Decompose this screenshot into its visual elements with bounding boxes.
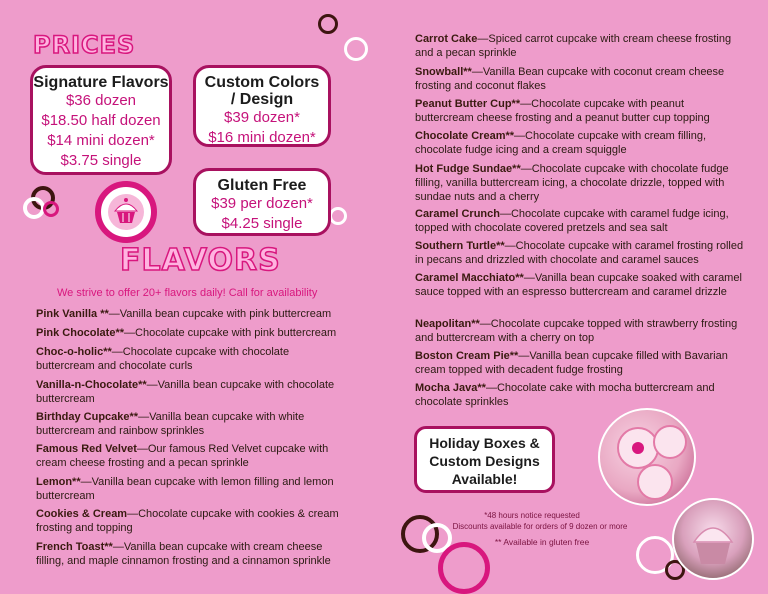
flavor-item [36, 442, 346, 470]
flavor-name: Peanut Butter Cup** [415, 98, 521, 110]
flavor-description: —Chocolate cupcake with caramel frosting rolled in pecans and drizzled with chocolate and caramel sauces [415, 240, 744, 266]
cupcake-photo [598, 408, 696, 506]
flavor-name: Vanilla-n-Chocolate** [36, 379, 147, 391]
flavor-name: Southern Turtle** [415, 240, 505, 252]
signature-price: $3.75 single [60, 152, 142, 169]
signature-price: $14 mini dozen* [47, 132, 155, 149]
flavor-name: Boston Cream Pie** [415, 350, 519, 362]
flavor-item [36, 307, 346, 321]
signature-flavors-card [30, 65, 172, 175]
flavor-item [36, 410, 346, 438]
flavor-item [36, 378, 346, 406]
flavor-description: —Chocolate cupcake with caramel fudge icing, topped with chocolate covered pretzels and sea salt [415, 208, 729, 234]
flavor-description: —Vanilla bean cupcake with chocolate buttercream [36, 379, 335, 405]
holiday-text: Holiday Boxes & Custom Designs Available! [429, 435, 540, 487]
cupcake-photo [672, 498, 754, 580]
flavor-item [415, 207, 745, 235]
tagline: We strive to offer 20+ flavors daily! Call for availability [57, 287, 318, 299]
custom-price: $16 mini dozen* [208, 129, 316, 146]
gluten-price: $4.25 single [221, 215, 303, 232]
custom-price: $39 dozen* [224, 109, 300, 126]
flavor-description: —Chocolate cupcake with cookies & cream frosting and topping [36, 508, 339, 534]
flavor-name: Birthday Cupcake** [36, 411, 139, 423]
flavor-item [36, 540, 346, 568]
flavor-description: —Chocolate cake with mocha buttercream and chocolate sprinkles [415, 382, 715, 408]
gluten-price: $39 per dozen* [211, 195, 313, 212]
flavor-item [415, 65, 745, 93]
flavor-description: —Vanilla bean cupcake filled with Bavarian cream topped with decadent fudge frosting [415, 350, 728, 376]
flavor-item [415, 129, 745, 157]
flavor-description: —Chocolate cupcake with pink buttercream [124, 327, 337, 339]
flavor-name: Mocha Java** [415, 382, 486, 394]
cupcake-photo-icon [674, 500, 752, 578]
custom-title: Custom Colors / Design [204, 74, 320, 108]
cupcake-badge [95, 181, 157, 243]
decorative-ring [318, 14, 338, 34]
flavor-description: —Chocolate cupcake with cream filling, chocolate fudge icing and a cream squiggle [415, 130, 707, 156]
flavor-description: —Vanilla bean cupcake with white buttercream and rainbow sprinkles [36, 411, 305, 437]
decorative-ring [438, 542, 490, 594]
flavor-item [415, 271, 745, 299]
flavor-name: Lemon** [36, 476, 81, 488]
holiday-card [414, 426, 555, 493]
cupcake-icon [101, 187, 151, 237]
flavors-heading: FLAVORS [120, 243, 281, 278]
flavor-name: Caramel Macchiato** [415, 272, 524, 284]
flavor-name: Famous Red Velvet [36, 443, 137, 455]
decorative-ring [23, 197, 45, 219]
note-gluten: ** Available in gluten free [494, 537, 590, 547]
flavor-item [415, 32, 745, 60]
flavor-name: Hot Fudge Sundae** [415, 163, 521, 175]
flavor-name: Carrot Cake [415, 33, 478, 45]
flavor-description: —Vanilla bean cupcake soaked with caramel sauce topped with an espresso buttercream and caramel drizzle [415, 272, 742, 298]
flavor-item [415, 317, 745, 345]
flavor-item [415, 239, 745, 267]
flavor-description: —Vanilla Bean cupcake with coconut cream cheese frosting and coconut flakes [415, 66, 725, 92]
flavor-description: —Spiced carrot cupcake with cream cheese frosting and a pecan sprinkle [415, 33, 732, 59]
flavor-description: —Chocolate cupcake with peanut buttercream cheese frosting and a peanut butter cup topping [415, 98, 710, 124]
flavor-description: —Vanilla bean cupcake with cream cheese filling, and maple cinnamon frosting and a cinnamon sprinkle [36, 541, 331, 567]
flavor-description: —Our famous Red Velvet cupcake with cream cheese frosting and a pecan sprinkle [36, 443, 329, 469]
flavor-name: Neapolitan** [415, 318, 480, 330]
flavor-item [36, 345, 346, 373]
custom-design-card [193, 65, 331, 147]
flavor-name: Pink Chocolate** [36, 327, 125, 339]
flavor-item [36, 507, 346, 535]
cupcake-photo-icon [600, 410, 694, 504]
flavor-name: French Toast** [36, 541, 113, 553]
note-notice: *48 hours notice requested [484, 511, 580, 520]
flavor-item [36, 326, 346, 340]
note-discount: Discounts available for orders of 9 dozen or more [452, 522, 628, 531]
decorative-ring [329, 207, 347, 225]
flavor-item [415, 97, 745, 125]
flavor-description: —Chocolate cupcake with chocolate buttercream and chocolate curls [36, 346, 290, 372]
flavor-description: —Chocolate cupcake topped with strawberry frosting and buttercream with a cherry on top [415, 318, 738, 344]
signature-price: $36 dozen [65, 92, 137, 109]
flavor-name: Choc-o-holic** [36, 346, 112, 358]
signature-title: Signature Flavors [33, 74, 169, 91]
flavor-item [36, 475, 346, 503]
flavor-description: —Vanilla bean cupcake with lemon filling and lemon buttercream [36, 476, 334, 502]
decorative-ring [344, 37, 368, 61]
flavor-description: —Vanilla bean cupcake with pink buttercream [108, 308, 332, 320]
flavor-name: Caramel Crunch [415, 208, 500, 220]
flavor-description: —Chocolate cupcake with chocolate fudge filling, vanilla buttercream icing, a chocolate drizzle, topped with sundae nuts and a cherry [415, 163, 729, 203]
flavor-name: Chocolate Cream** [415, 130, 515, 142]
prices-heading: PRICES [33, 31, 136, 59]
gluten-title: Gluten Free [217, 177, 307, 194]
gluten-free-card [193, 168, 331, 236]
flavor-item [415, 162, 745, 204]
flavor-item [415, 381, 745, 409]
signature-price: $18.50 half dozen [41, 112, 161, 129]
flavor-item [415, 349, 745, 377]
flavor-name: Pink Vanilla ** [36, 308, 109, 320]
decorative-ring [43, 201, 59, 217]
flavor-name: Cookies & Cream [36, 508, 128, 520]
flavor-name: Snowball** [415, 66, 472, 78]
